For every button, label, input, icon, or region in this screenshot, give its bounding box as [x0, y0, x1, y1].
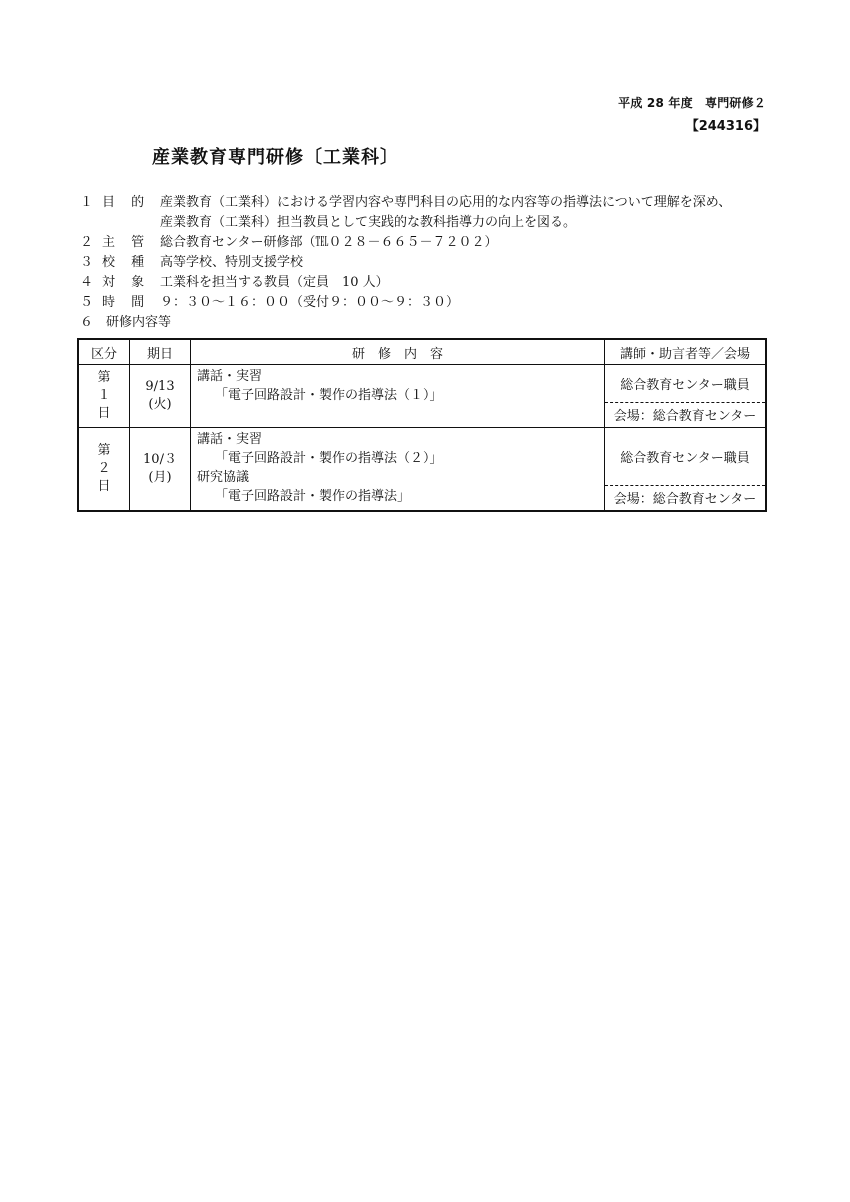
info-item-target: [80, 273, 780, 293]
item-value: 工業科を担当する教員（定員 10 人）: [160, 275, 389, 290]
header-kubun: 区分: [78, 339, 130, 365]
weekday: (火): [148, 397, 172, 412]
session-date: [130, 428, 191, 512]
day-label: [78, 428, 130, 512]
content-line: 講話・実習: [197, 432, 263, 447]
header-year-line: 平成 28 年度 専門研修２: [618, 96, 766, 110]
instructor-venue-cell: [605, 428, 767, 512]
date-value: 9/13: [145, 379, 175, 394]
weekday: (月): [148, 470, 172, 485]
content-line: 研究協議: [197, 470, 250, 485]
day-label-char: 日: [97, 479, 111, 494]
session-content: [191, 365, 605, 428]
venue: 会場：総合教育センター: [613, 491, 757, 507]
item-number: ５: [80, 295, 94, 310]
course-info-list: [80, 193, 780, 333]
item-label: 時 間: [102, 295, 151, 310]
item-number: ４: [80, 275, 94, 290]
item-label: 目 的: [102, 195, 151, 210]
item-number: ３: [80, 255, 94, 270]
item-number: １: [80, 195, 94, 210]
table-row: [78, 365, 766, 428]
content-line: 「電子回路設計・製作の指導法（２）」: [215, 451, 443, 466]
info-item-school-type: [80, 253, 780, 273]
day-label: [78, 365, 130, 428]
item-value: 産業教育（工業科）における学習内容や専門科目の応用的な内容等の指導法について理解を深め、: [160, 195, 732, 210]
venue: 会場：総合教育センター: [613, 408, 757, 424]
content-line: 講話・実習: [197, 369, 263, 384]
date-value: 10/３: [143, 452, 177, 467]
day-label-char: １: [97, 388, 111, 403]
info-item-organizer: [80, 233, 780, 253]
day-label-char: 第: [97, 370, 111, 385]
session-content: [191, 428, 605, 512]
content-line: 「電子回路設計・製作の指導法（１）」: [215, 388, 443, 403]
item-label: 対 象: [102, 275, 151, 290]
item-value-continued: 産業教育（工業科）担当教員として実践的な教科指導力の向上を図る。: [160, 215, 577, 230]
day-label-char: 日: [97, 406, 111, 421]
header-content: 研 修 内 容: [191, 339, 605, 365]
item-label: 校 種: [102, 255, 151, 270]
table-row: [78, 428, 766, 512]
schedule-table: [77, 338, 767, 512]
item-value: ９：３０～１６：００（受付９：００～９：３０）: [160, 295, 460, 310]
instructor: 総合教育センター職員: [605, 365, 765, 403]
day-label-char: 第: [97, 443, 111, 458]
table-header-row: [78, 339, 766, 365]
day-label-char: ２: [97, 461, 111, 476]
content-line: 「電子回路設計・製作の指導法」: [215, 489, 411, 504]
instructor-venue-cell: [605, 365, 767, 428]
item-label: 主 管: [102, 235, 151, 250]
item-value: 高等学校、特別支援学校: [160, 255, 304, 270]
header-date: 期日: [130, 339, 191, 365]
info-item-purpose: [80, 193, 780, 213]
section-6-heading: ６ 研修内容等: [80, 315, 172, 330]
session-date: [130, 365, 191, 428]
header-instructor-venue: 講師・助言者等／会場: [605, 339, 767, 365]
instructor: 総合教育センター職員: [605, 428, 765, 486]
item-value: 総合教育センター研修部（℡０２８－６６５－７２０２）: [160, 235, 498, 250]
page-title: 産業教育専門研修〔工業科〕: [152, 147, 399, 168]
info-item-time: [80, 293, 780, 313]
course-code: 【244316】: [685, 119, 766, 134]
item-number: ２: [80, 235, 94, 250]
